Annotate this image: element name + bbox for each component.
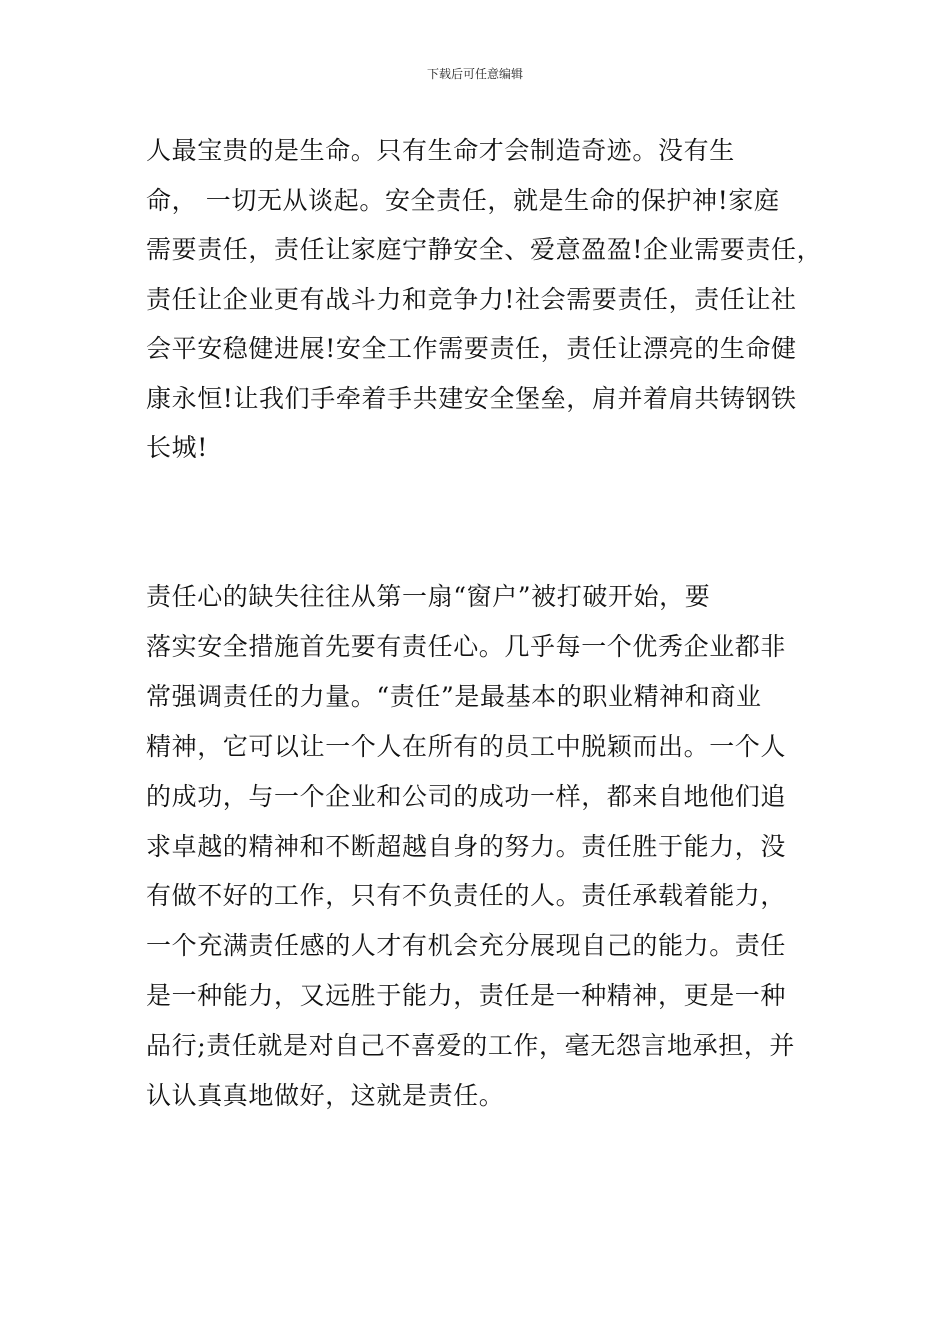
paragraph-line: 精神，它可以让一个人在所有的员工中脱颖而出。一个人 [146, 732, 787, 761]
paragraph-line: 责任让企业更有战斗力和竞争力!社会需要责任，责任让社 [146, 285, 797, 314]
paragraph-line: 命， 一切无从谈起。安全责任，就是生命的保护神!家庭 [146, 186, 780, 215]
paragraph-line: 人最宝贵的是生命。只有生命才会制造奇迹。没有生 [146, 136, 735, 165]
page-header: 下载后可任意编辑 [426, 67, 523, 81]
paragraph-line: 长城! [146, 433, 208, 462]
paragraph-line: 常强调责任的力量。“责任”是最基本的职业精神和商业 [146, 682, 762, 711]
paragraph-line: 是一种能力，又远胜于能力，责任是一种精神，更是一种 [146, 981, 787, 1010]
paragraph-line: 品行;责任就是对自己不喜爱的工作，毫无怨言地承担，并 [146, 1031, 796, 1060]
paragraph-line: 康永恒!让我们手牵着手共建安全堡垒，肩并着肩共铸钢铁 [146, 384, 797, 413]
paragraph-line: 需要责任，责任让家庭宁静安全、爱意盈盈!企业需要责任， [146, 235, 823, 264]
paragraph-line: 一个充满责任感的人才有机会充分展现自己的能力。责任 [146, 931, 787, 960]
paragraph-line: 有做不好的工作，只有不负责任的人。责任承载着能力， [146, 881, 787, 910]
paragraph-line: 求卓越的精神和不断超越自身的努力。责任胜于能力，没 [146, 832, 787, 861]
paragraph-line: 认认真真地做好，这就是责任。 [146, 1081, 505, 1110]
paragraph-line: 落实安全措施首先要有责任心。几乎每一个优秀企业都非 [146, 632, 787, 661]
paragraph-line: 会平安稳健进展!安全工作需要责任，责任让漂亮的生命健 [146, 334, 797, 363]
paragraph-line: 的成功，与一个企业和公司的成功一样，都来自地他们追 [146, 782, 787, 811]
paragraph-line: 责任心的缺失往往从第一扇“窗户”被打破开始，要 [146, 582, 711, 611]
